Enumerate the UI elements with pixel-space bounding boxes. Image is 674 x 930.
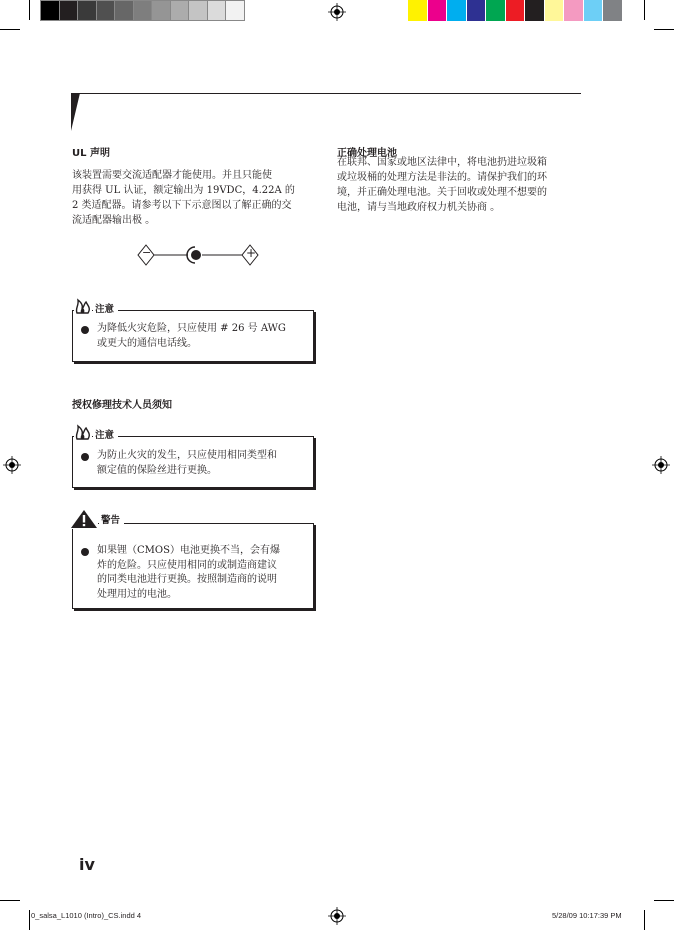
ul-paragraph-line: 用获得 UL 认证，额定输出为 19VDC，4.22A 的 <box>72 185 295 196</box>
fire-hazard-icon <box>74 297 92 315</box>
crop-mark <box>29 910 30 930</box>
crop-mark <box>654 900 674 901</box>
header-rule <box>71 93 581 94</box>
grayscale-swatch <box>77 0 97 21</box>
warning-triangle-icon <box>70 509 98 529</box>
grayscale-swatch <box>133 0 153 21</box>
warning-text-line: 炸的危险。只应使用相同的或制造商建议 <box>97 559 277 571</box>
grayscale-swatch <box>40 0 60 21</box>
warning-text-line: 处理用过的电池。 <box>97 588 177 600</box>
battery-paragraph-line: 在联邦、国家或地区法律中，将电池扔进垃圾箱 <box>337 157 547 168</box>
caution-text-line: 为防止火灾的发生，只应使用相同类型和 <box>97 450 277 461</box>
page-number: iv <box>79 855 95 874</box>
battery-title: 正确处理电池 <box>337 148 397 159</box>
color-swatch <box>447 0 467 21</box>
crop-mark <box>0 29 20 30</box>
warning-text-line: 如果锂（CMOS）电池更换不当，会有爆 <box>97 545 280 556</box>
ul-paragraph-line: 2 类适配器。请参考以下下示意图以了解正确的交 <box>72 200 292 211</box>
registration-mark-icon <box>328 3 346 21</box>
battery-paragraph-line: 境，并正确处理电池。关于回收或处理不想要的 <box>337 187 547 198</box>
color-swatch <box>428 0 448 21</box>
warning-text-line: 的同类电池进行更换。按照制造商的说明 <box>97 574 277 585</box>
caution-label: 注意 <box>93 301 118 315</box>
color-swatch <box>564 0 584 21</box>
grayscale-bar <box>41 0 245 21</box>
fire-hazard-icon <box>74 423 92 441</box>
caution-text-line: 为降低火灾危险，只应使用 # 26 号 AWG <box>97 323 286 334</box>
grayscale-swatch <box>188 0 208 21</box>
crop-mark <box>644 910 645 930</box>
polarity-diagram-icon <box>136 243 262 267</box>
grayscale-swatch <box>114 0 134 21</box>
ul-paragraph <box>72 168 316 228</box>
bullet-icon <box>81 548 89 556</box>
crop-mark <box>29 0 30 20</box>
color-swatch <box>408 0 428 21</box>
service-title: 授权修理技术人员须知 <box>72 400 172 411</box>
battery-paragraph-line: 或垃圾桶的处理方法是非法的。请保护我们的环 <box>337 172 547 183</box>
header-tab <box>71 93 80 131</box>
registration-mark-icon <box>3 456 21 474</box>
battery-paragraph-line: 电池，请与当地政府权力机关协商 。 <box>337 202 501 213</box>
polarity-plus: + <box>246 246 257 260</box>
grayscale-swatch <box>225 0 245 21</box>
color-swatch <box>486 0 506 21</box>
bullet-icon <box>81 326 89 334</box>
caution-text-line: 或更大的通信电话线。 <box>97 337 197 349</box>
caution-text <box>97 449 309 478</box>
color-swatch <box>467 0 487 21</box>
crop-mark <box>654 29 674 30</box>
warning-text <box>97 544 309 602</box>
bullet-icon <box>81 453 89 461</box>
grayscale-swatch <box>207 0 227 21</box>
grayscale-swatch <box>59 0 79 21</box>
color-bar <box>408 0 623 21</box>
warning-label: 警告 <box>99 512 124 526</box>
slug-filename: 0_salsa_L1010 (Intro)_CS.indd 4 <box>31 911 142 920</box>
color-swatch <box>506 0 526 21</box>
color-swatch <box>603 0 623 21</box>
grayscale-swatch <box>170 0 190 21</box>
ul-paragraph-line: 流适配器输出极 。 <box>72 215 156 226</box>
color-swatch <box>584 0 604 21</box>
color-swatch <box>545 0 565 21</box>
ul-paragraph-line: 该装置需要交流适配器才能使用。并且只能使 <box>72 170 272 181</box>
registration-mark-icon <box>652 456 670 474</box>
color-swatch <box>525 0 545 21</box>
grayscale-swatch <box>151 0 171 21</box>
caution-text <box>97 322 309 351</box>
ul-title: UL 声明 <box>72 148 110 159</box>
crop-mark <box>0 900 20 901</box>
battery-paragraph <box>337 155 581 215</box>
slug-date: 5/28/09 10:17:39 PM <box>552 911 622 920</box>
caution-text-line: 额定值的保险丝进行更换。 <box>97 464 217 476</box>
grayscale-swatch <box>96 0 116 21</box>
polarity-minus: − <box>142 246 152 259</box>
registration-mark-icon <box>328 907 346 925</box>
crop-mark <box>644 0 645 20</box>
caution-label: 注意 <box>93 427 118 441</box>
